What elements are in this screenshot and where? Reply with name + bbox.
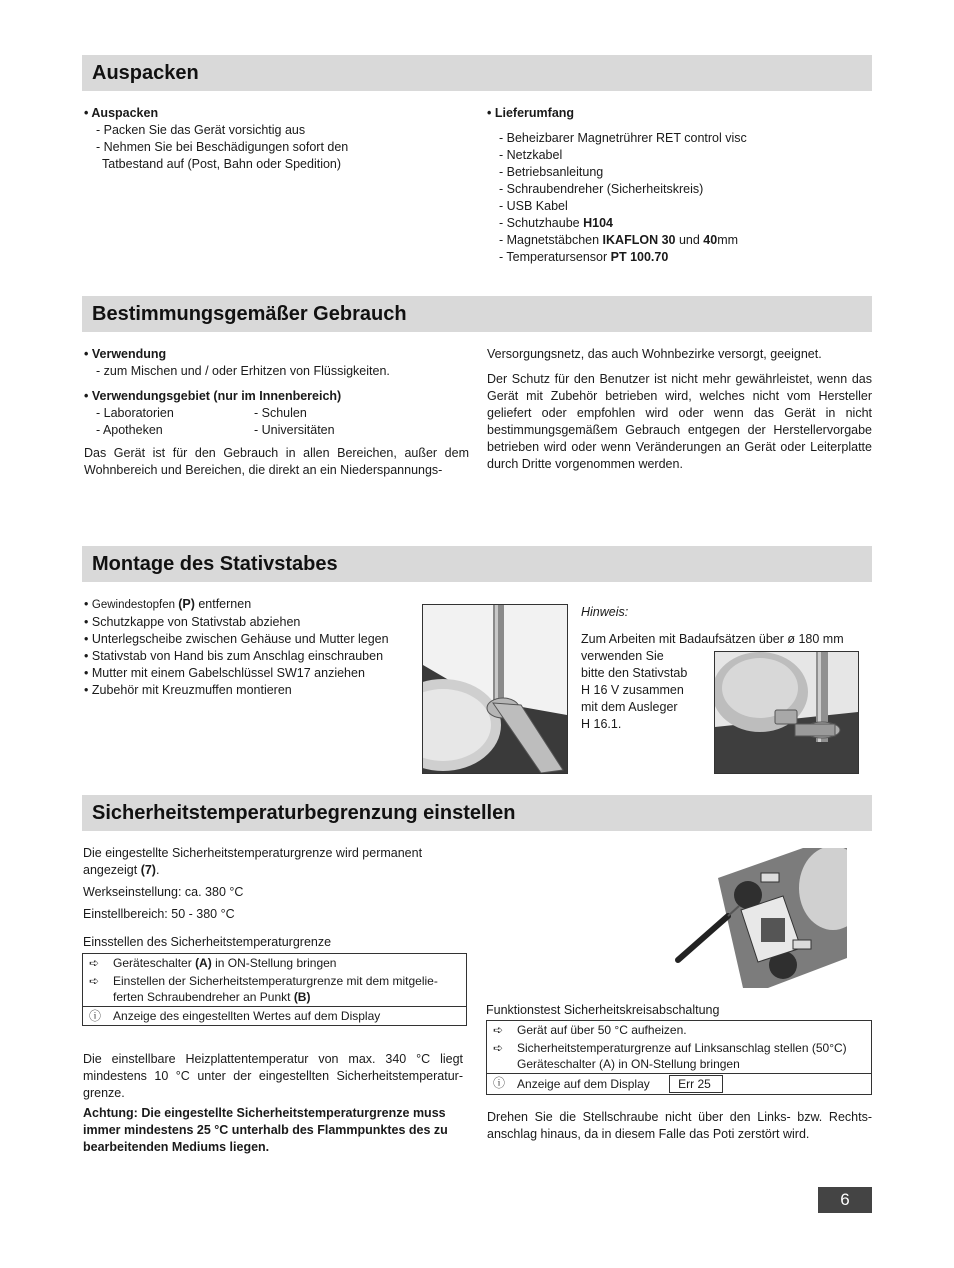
device-illustration xyxy=(673,848,847,988)
arrow-icon: ➪ xyxy=(493,1041,504,1055)
list-item: - Apotheken xyxy=(96,423,163,437)
list-item: - Universitäten xyxy=(254,423,335,437)
auspacken-left xyxy=(84,105,474,173)
intro-text: Die eingestellte Sicherheitstemperaturgrenze wird permanent angezeigt (7). xyxy=(83,846,423,877)
section-title: Bestimmungsgemäßer Gebrauch xyxy=(92,303,407,325)
list-item: - Schutzhaube H104 xyxy=(499,216,613,230)
list-item: - Nehmen Sie bei Beschädigungen sofort den xyxy=(96,140,349,154)
list-item: • Schutzkappe von Stativstab abziehen xyxy=(84,615,301,629)
stand-rod-photo xyxy=(714,651,859,774)
info-icon: ⓘ xyxy=(493,1076,506,1090)
bullet-icon: • xyxy=(487,106,492,120)
section-title: Auspacken xyxy=(92,62,199,84)
list-item: • Zubehör mit Kreuzmuffen montieren xyxy=(84,683,292,697)
gebrauch-left xyxy=(84,346,469,479)
bullet-icon: • xyxy=(84,389,89,403)
heizplatte-para: Die einstellbare Heizplattentemperatur von max. 340 °C liegt mindestens 10 °C unter der eingestellten Sicherheitstemperatur-grenze. xyxy=(83,1052,463,1100)
table-row: ➪ Gerät auf über 50 °C aufheizen. xyxy=(487,1021,872,1040)
einstellbereich: Einstellbereich: 50 - 380 °C xyxy=(83,907,235,921)
page-number: 6 xyxy=(818,1187,872,1213)
section-bar-gebrauch xyxy=(82,296,872,332)
table-row: ⓘ Anzeige auf dem Display Err 25 xyxy=(487,1074,872,1095)
verwendung-head: Verwendung xyxy=(91,347,167,361)
drehen-para: Drehen Sie die Stellschraube nicht über den Links- bzw. Rechts-anschlag hinaus, da in diesem Falle das Poti zerstört wird. xyxy=(487,1110,872,1141)
list-item: • Unterlegscheibe zwischen Gehäuse und Mutter legen xyxy=(84,632,389,646)
device-photo xyxy=(673,848,847,988)
section-title: Sicherheitstemperaturbegrenzung einstellen xyxy=(92,802,516,824)
arrow-icon: ➪ xyxy=(89,956,100,970)
note-line: H 16.1. xyxy=(581,717,622,731)
list-item: - USB Kabel xyxy=(499,199,568,213)
stand-rod-illustration xyxy=(715,652,858,773)
list-item: • Mutter mit einem Gabelschlüssel SW17 anziehen xyxy=(84,666,365,680)
montage-steps xyxy=(84,596,419,699)
auspacken-head: Auspacken xyxy=(91,106,159,120)
table-row: ➪ Einstellen der Sicherheitstemperaturgrenze mit dem mitgelie-ferten Schraubendreher an Punkt (B) xyxy=(83,972,467,1007)
note-line: bitte den Stativstab xyxy=(581,666,688,680)
list-item: - Magnetstäbchen IKAFLON 30 und 40mm xyxy=(499,233,739,247)
wrench-photo xyxy=(422,604,568,774)
list-item: - Laboratorien xyxy=(96,406,174,420)
sicherheit-intro xyxy=(83,845,453,923)
list-item: - Beheizbarer Magnetrührer RET control visc xyxy=(499,131,747,145)
lieferumfang-head: Lieferumfang xyxy=(494,106,575,120)
list-item: - Packen Sie das Gerät vorsichtig aus xyxy=(96,123,306,137)
table-row: ➪ Geräteschalter (A) in ON-Stellung bringen xyxy=(83,954,467,973)
note-head: Hinweis: xyxy=(581,605,629,619)
note-line: H 16 V zusammen xyxy=(581,683,684,697)
section-bar-sicherheit xyxy=(82,795,872,831)
section-bar-auspacken xyxy=(82,55,872,91)
table2 xyxy=(486,1020,872,1095)
list-item: Tatbestand auf (Post, Bahn oder Spedition) xyxy=(102,157,342,171)
info-icon: ⓘ xyxy=(89,1009,102,1023)
wrench-illustration xyxy=(423,605,567,773)
area-columns xyxy=(84,405,469,439)
gebrauch-right xyxy=(487,346,872,473)
table-row: ⓘ Anzeige des eingestellten Wertes auf dem Display xyxy=(83,1007,467,1026)
gebrauch-paragraph: Der Schutz für den Benutzer ist nicht mehr gewährleistet, wenn das Gerät mit Zubehör betrieben wird, welches nicht vom Hersteller geliefert oder empfohlen wird oder wenn das Gerät in nicht bestimmungsgemäßem Gebrauch entgegen der Herstellervorgabe betrieben wird oder wenn Veränderungen an Gerät oder Leiterplatte durch Dritte vorgenommen werden. xyxy=(487,372,872,471)
gebrauch-paragraph: Versorgungsnetz, das auch Wohnbezirke versorgt, geeignet. xyxy=(487,347,822,361)
gebrauch-paragraph: Das Gerät ist für den Gebrauch in allen Bereichen, außer dem Wohnbereich und Bereichen, die direkt an ein Niederspannungs- xyxy=(84,446,469,477)
note-line: mit dem Ausleger xyxy=(581,700,678,714)
verwendung-text: - zum Mischen und / oder Erhitzen von Flüssigkeiten. xyxy=(96,364,390,378)
list-item: - Schulen xyxy=(254,406,307,420)
table1-head: Einsstellen des Sicherheitstemperaturgrenze xyxy=(83,935,332,949)
arrow-icon: ➪ xyxy=(89,974,100,988)
lieferumfang xyxy=(487,105,872,266)
list-item: - Betriebsanleitung xyxy=(499,165,604,179)
section-title: Montage des Stativstabes xyxy=(92,553,338,575)
bullet-icon: • xyxy=(84,106,89,120)
arrow-icon: ➪ xyxy=(493,1023,504,1037)
achtung-warning: Achtung: Die eingestellte Sicherheitstemperaturgrenze muss immer mindestens 25 °C unterhalb des Flammpunktes des zu bearbeitenden Mediums liegen. xyxy=(83,1106,448,1154)
werkseinstellung: Werkseinstellung: ca. 380 °C xyxy=(83,885,244,899)
error-code-box: Err 25 xyxy=(669,1075,723,1093)
section-bar-montage xyxy=(82,546,872,582)
note-line: verwenden Sie xyxy=(581,649,664,663)
note-line: Zum Arbeiten mit Badaufsätzen über ø 180 mm xyxy=(581,632,844,646)
list-item: • Gewindestopfen (P) entfernen xyxy=(84,597,252,611)
bullet-icon: • xyxy=(84,347,89,361)
table-row: ➪ Sicherheitstemperaturgrenze auf Linksanschlag stellen (50°C) Geräteschalter (A) in ON-Stellung bringen xyxy=(487,1039,872,1074)
verwendungsgebiet-head: Verwendungsgebiet (nur im Innenbereich) xyxy=(91,389,342,403)
list-item: • Stativstab von Hand bis zum Anschlag einschrauben xyxy=(84,649,384,663)
list-item: - Netzkabel xyxy=(499,148,563,162)
list-item: - Temperatursensor PT 100.70 xyxy=(499,250,669,264)
table2-head: Funktionstest Sicherheitskreisabschaltung xyxy=(486,1003,720,1017)
list-item: - Schraubendreher (Sicherheitskreis) xyxy=(499,182,704,196)
table1 xyxy=(82,953,467,1026)
